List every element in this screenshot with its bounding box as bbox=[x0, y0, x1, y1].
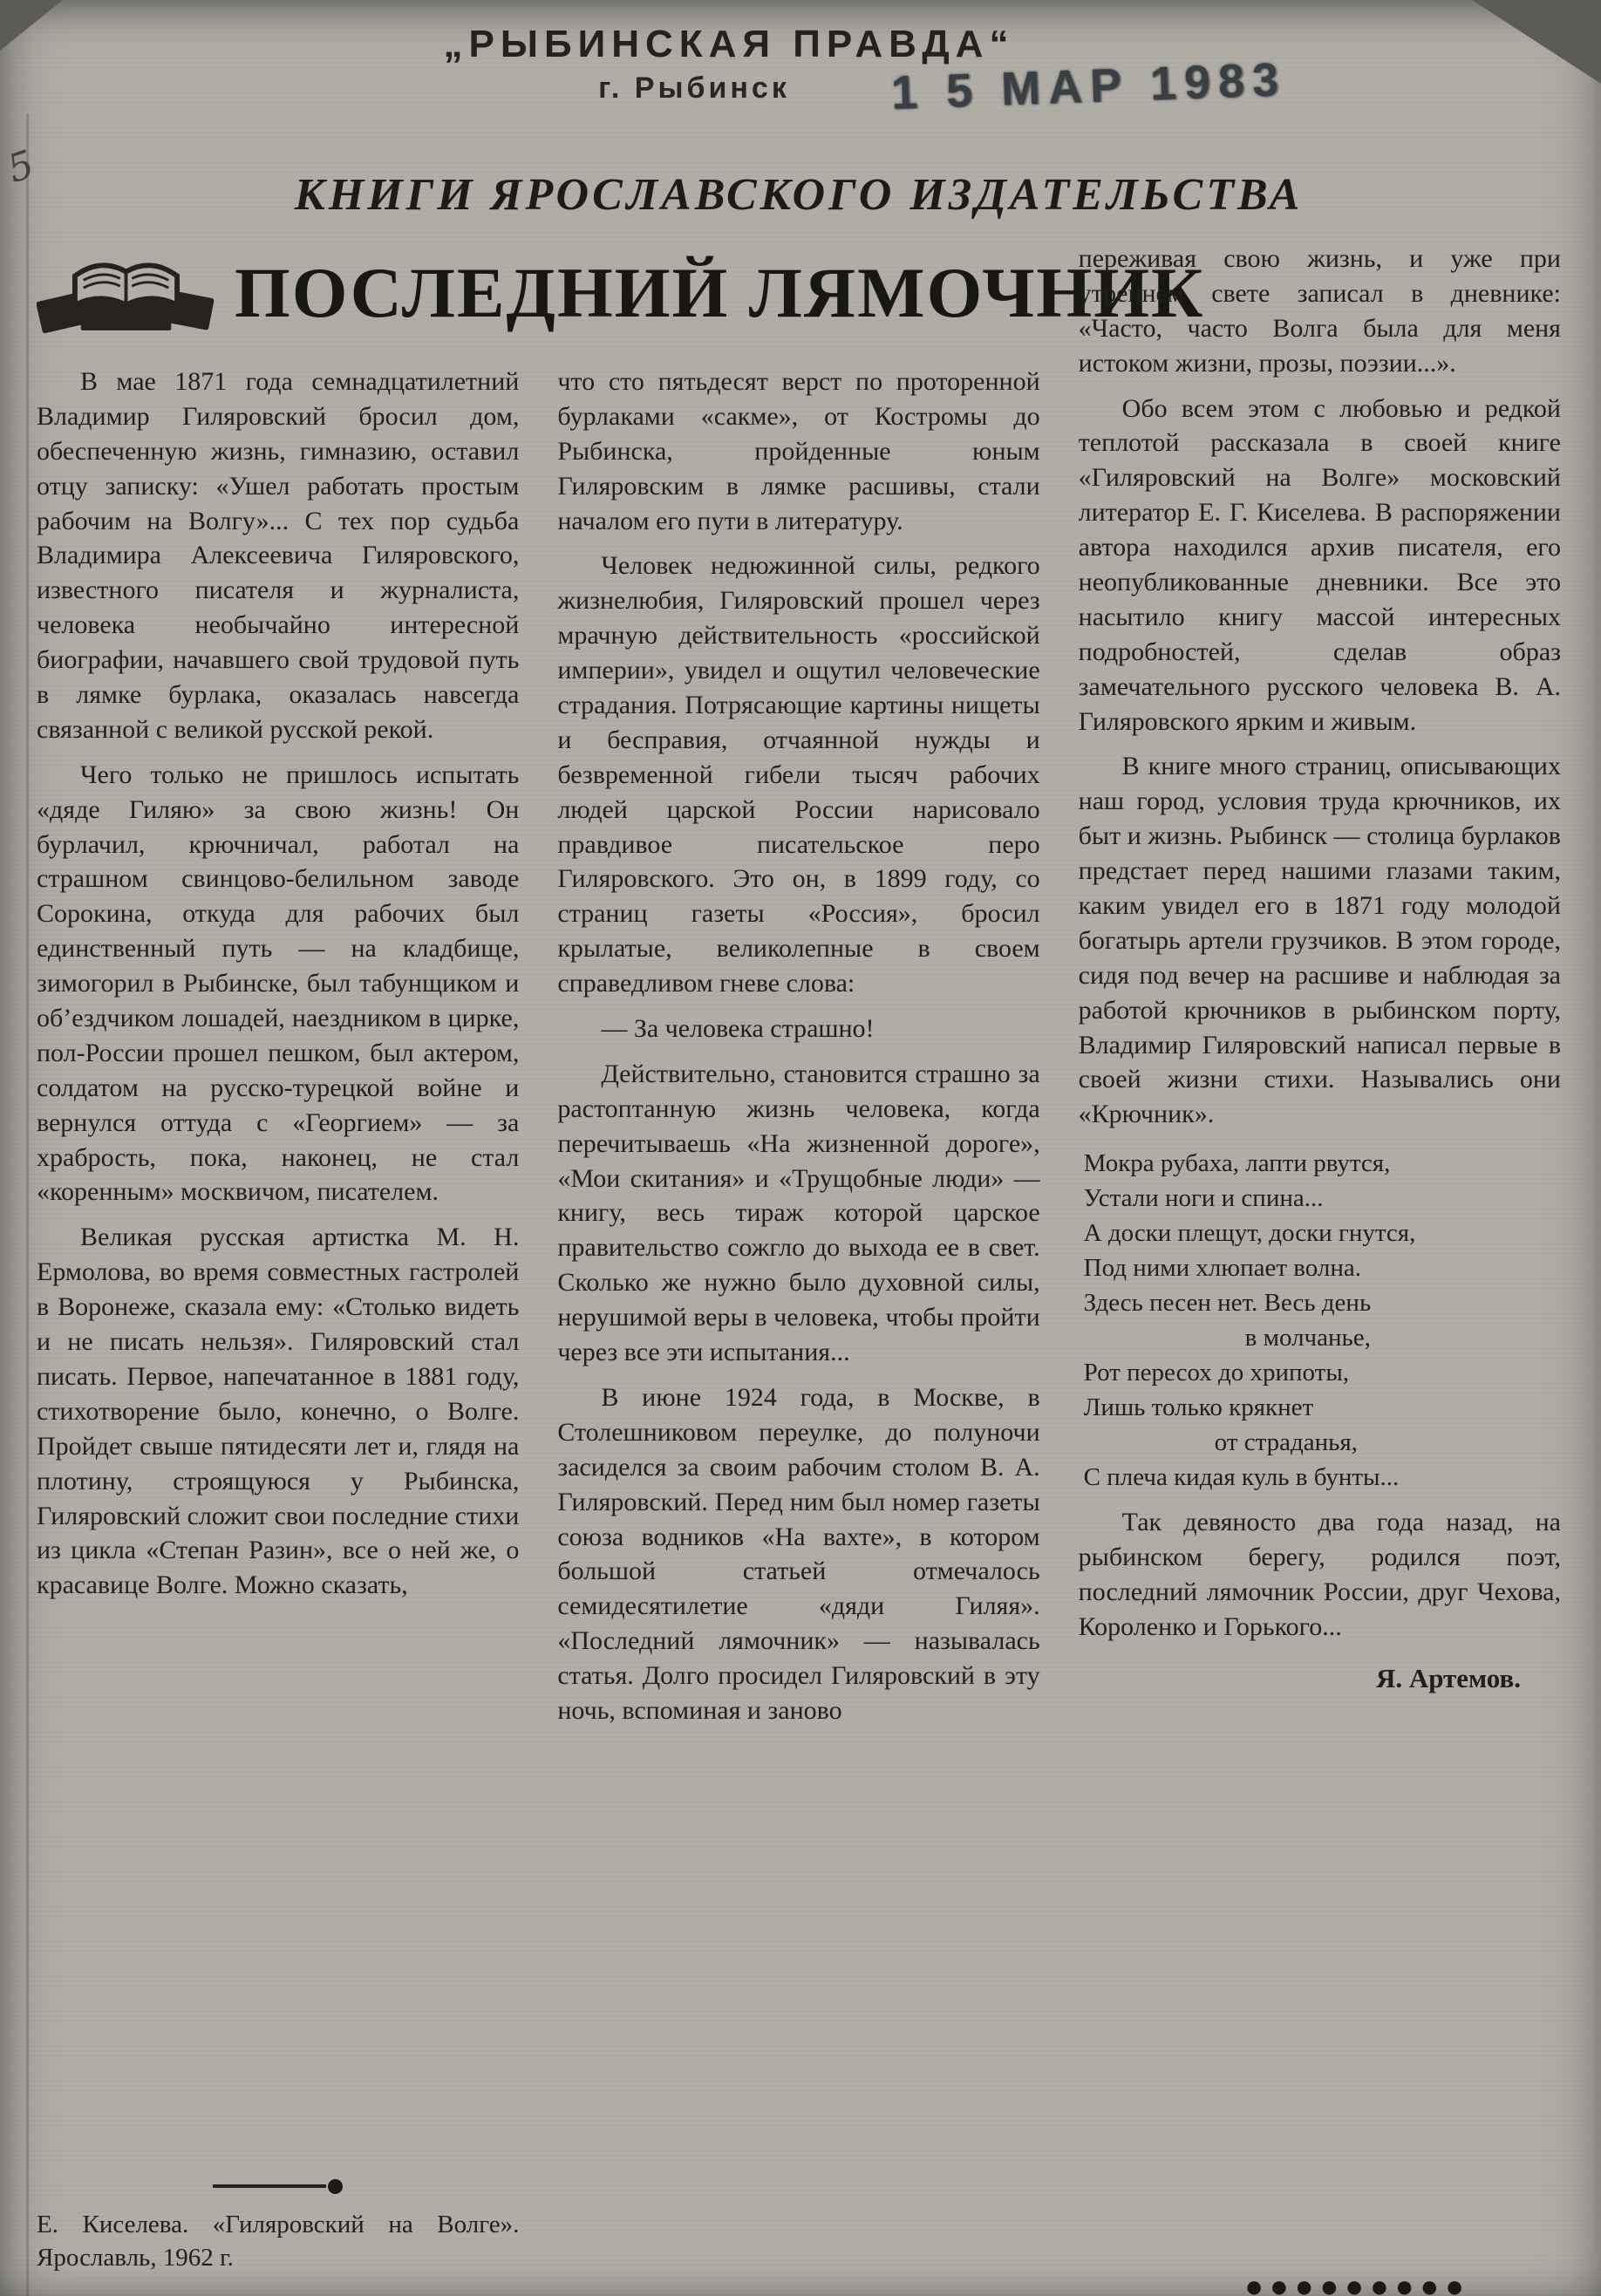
poem-line: Устали ноги и спина... bbox=[1083, 1184, 1324, 1213]
article-headline: ПОСЛЕДНИЙ ЛЯМОЧНИК bbox=[235, 252, 1205, 332]
column-1 bbox=[37, 364, 519, 2275]
pen-mark: 5 bbox=[2, 141, 40, 193]
newspaper-name: „РЫБИНСКАЯ ПРАВДА“ bbox=[443, 23, 1015, 65]
poem-line: С плеча кидая куль в бунты... bbox=[1083, 1463, 1400, 1492]
paragraph: что сто пятьдесят верст по проторенной бурлаками «сакме», от Костромы до Рыбинска, пройденные юным Гиляровским в лямке расшивы, стали началом его пути в литературу. bbox=[557, 367, 1040, 535]
article-body bbox=[37, 242, 1561, 2275]
paragraph: Действительно, становится страшно за растоптанную жизнь человека, когда перечитываешь «На жизненной дороге», «Мои скитания» и «Трущобные люди» — книгу, весь тираж которой царское правительство сожгло до выхода ее в свет. Сколько же нужно было духовной силы, нерушимой веры в человека, чтобы пройти через все эти испытания... bbox=[557, 1059, 1040, 1367]
title-block bbox=[37, 243, 1205, 342]
pull-quote: — За человека страшно! bbox=[601, 1014, 875, 1044]
dotted-divider: ●●●●●●●●● bbox=[1244, 2269, 1470, 2296]
poem-line: от страданья, bbox=[1214, 1428, 1358, 1457]
paragraph: Великая русская артистка М. Н. Ермолова, во время совместных гастролей в Воронеже, сказала ему: «Столько видеть и не писать нельзя». Гиляровский стал писать. Первое, напечатанное в 1881 году, стихотворение было, конечно, о Волге. Пройдет свыше пятидесяти лет и, глядя на плотину, строящуюся у Рыбинска, Гиляровский сложит свои последние стихи из цикла «Степан Разин», все о ней же, о красавице Волге. Можно сказать, bbox=[37, 1223, 520, 1600]
paragraph: Так девяносто два года назад, на рыбинском берегу, родился поэт, последний лямочник России, друг Чехова, Короленко и Горького... bbox=[1078, 1508, 1561, 1642]
poem-line: Мокра рубаха, лапти рвутся, bbox=[1083, 1149, 1391, 1178]
poem-line: Рот пересох до хрипоты, bbox=[1083, 1359, 1350, 1387]
column-2 bbox=[557, 364, 1039, 2275]
books-icon bbox=[37, 243, 215, 342]
column-3 bbox=[1079, 242, 1561, 2275]
poem-line: Здесь песен нет. Весь день bbox=[1083, 1289, 1372, 1318]
masthead bbox=[2, 23, 1561, 193]
paragraph: В книге много страниц, описывающих наш город, условия труда крючников, их быт и жизнь. Рыбинск — столица бурлаков предстает перед нашими глазами таким, каким увидел его в 1871 году молодой богатырь артели грузчиков. В этом городе, сидя под вечер на расшиве и наблюдая за работой крючников в рыбинском порту, Владимир Гиляровский написал первые в своей жизни стихи. Назывались они «Крючник». bbox=[1078, 752, 1561, 1129]
footnote: Е. Киселева. «Гиляровский на Волге». Ярославль, 1962 г. bbox=[37, 2210, 520, 2272]
paragraph: Чего только не пришлось испытать «дяде Гиляю» за свою жизнь! Он бурлачил, крючничал, работал на страшном свинцово-белильном заводе Сорокина, откуда для рабочих был единственный путь — на кладбище, зимогорил в Рыбинске, был табунщиком и об’ездчиком лошадей, наездником в цирке, пол-России прошел пешком, был актером, солдатом на русско-турецкой войне и вернулся оттуда с «Георгием» — за храбрость, пока, наконец, не стал «коренным» москвичом, писателем. bbox=[37, 760, 520, 1207]
paragraph: переживая свою жизнь, и уже при утреннем свете записал в дневнике: «Часто, часто Волга была для меня истоком жизни, прозы, поэзии...». bbox=[1078, 244, 1561, 378]
author-signature: Я. Артемов. bbox=[1375, 1662, 1521, 1693]
footnote-divider bbox=[37, 2169, 519, 2208]
poem-kryuchnik bbox=[1084, 1146, 1561, 1495]
section-kicker: КНИГИ ЯРОСЛАВСКОГО ИЗДАТЕЛЬСТВА bbox=[294, 170, 1304, 220]
paragraph: В мае 1871 года семнадцатилетний Владимир Гиляровский бросил дом, обеспеченную жизнь, гимназию, оставил отцу записку: «Ушел работать простым рабочим на Волгу»... С тех пор судьба Владимира Алексеевича Гиляровского, известного писателя и журналиста, человека необычайно интересной биографии, начавшего свой трудовой путь в лямке бурлака, оказалась навсегда связанной с великой русской рекой. bbox=[37, 367, 520, 744]
poem-line: Под ними хлюпает волна. bbox=[1083, 1254, 1361, 1283]
divider-dot bbox=[328, 2179, 343, 2194]
poem-line: в молчанье, bbox=[1244, 1324, 1371, 1352]
paragraph: Обо всем этом с любовью и редкой теплотой рассказала в своей книге «Гиляровский на Волге» московский литератор Е. Г. Киселева. В распоряжении автора находился архив писателя, его неопубликованные дневники. Все это насытило книгу массой интересных подробностей, сделав образ замечательного русского человека В. А. Гиляровского ярким и живым. bbox=[1078, 393, 1561, 736]
date-stamp: 1 5 МАР 1983 bbox=[890, 53, 1288, 119]
divider-line bbox=[213, 2184, 326, 2188]
poem-line: А доски плещут, доски гнутся, bbox=[1083, 1219, 1416, 1248]
paragraph: Человек недюжинной силы, редкого жизнелюбия, Гиляровский прошел через мрачную действительность «российской империи», увидел и ощутил человеческие страдания. Потрясающие картины нищеты и бесправия, отчаянной нужды и безвременной гибели тысяч рабочих людей царской России нарисовало правдивое писательское перо Гиляровского. Это он, в 1899 году, со страниц газеты «Россия», бросил крылатые, великолепные в своем справедливом гневе слова: bbox=[557, 551, 1040, 998]
poem-line: Лишь только крякнет bbox=[1083, 1393, 1314, 1422]
newspaper-city: г. Рыбинск bbox=[598, 72, 790, 105]
paragraph: В июне 1924 года, в Москве, в Столешниковом переулке, до полуночи засиделся за своим рабочим столом В. А. Гиляровский. Перед ним был номер газеты союза водников «На вахте», в котором большой статьей отмечалось семидесятилетие «дяди Гиляя». «Последний лямочник» — называлась статья. Долго просидел Гиляровский в эту ночь, вспоминая и заново bbox=[557, 1382, 1040, 1725]
